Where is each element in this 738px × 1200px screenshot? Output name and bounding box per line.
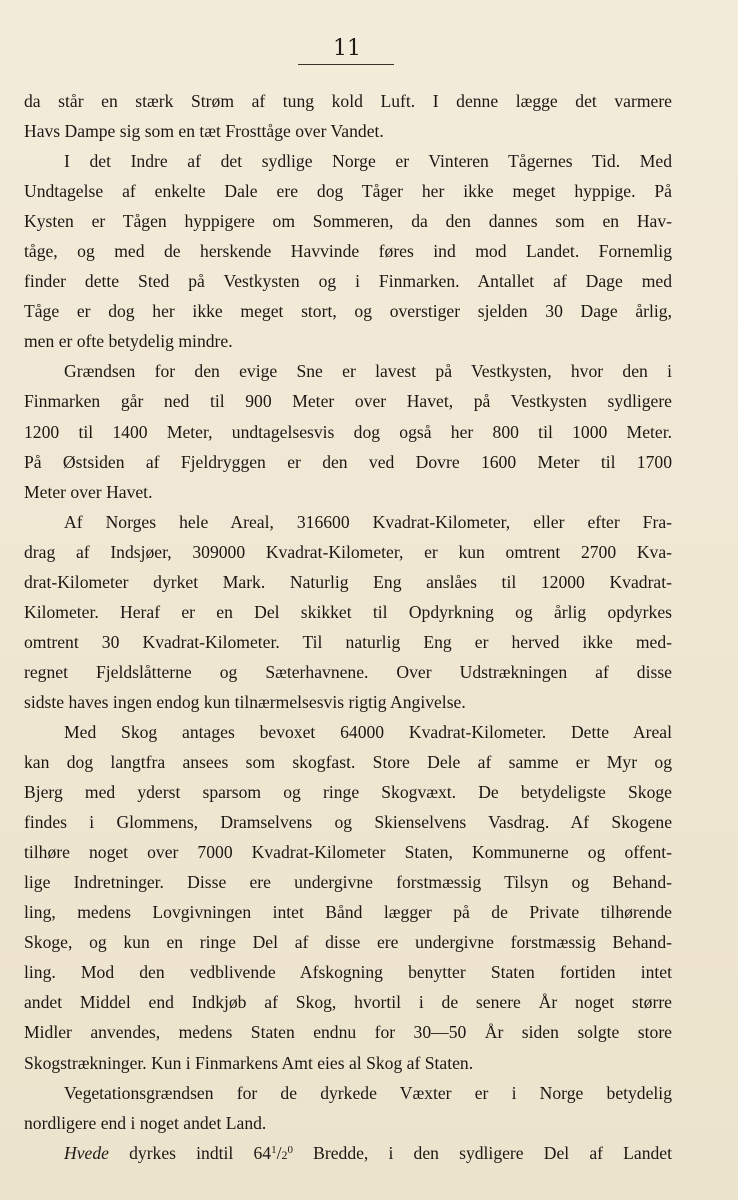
- text-line: Grændsen for den evige Sne er lavest på Vestkysten, hvor den i: [64, 361, 672, 382]
- fraction-slash: /: [276, 1142, 282, 1163]
- text-line: Af Norges hele Areal, 316600 Kvadrat-Kilometer, eller efter Fra-: [64, 511, 672, 532]
- page-number-rule: [298, 64, 394, 65]
- italic-word: Hvede: [64, 1142, 109, 1163]
- text-line: sidste haves ingen endog kun tilnærmelsesvis rigtig Angivelse.: [24, 691, 466, 712]
- text-line: tåge, og med de herskende Havvinde føres ind mod Landet. Fornemlig: [24, 241, 672, 262]
- text-line: ling, medens Lovgivningen intet Bånd lægger på de Private tilhørende: [24, 902, 672, 923]
- text-line: drag af Indsjøer, 309000 Kvadrat-Kilometer, er kun omtrent 2700 Kva-: [24, 541, 672, 562]
- text-line: Finmarken går ned til 900 Meter over Havet, på Vestkysten sydligere: [24, 391, 672, 412]
- text-line: Skoge, og kun en ringe Del af disse ere undergivne forstmæssig Behand-: [24, 932, 672, 953]
- text-line: lige Indretninger. Disse ere undergivne forstmæssig Tilsyn og Behand-: [24, 872, 672, 893]
- text-line: regnet Fjeldslåtterne og Sæterhavnene. Over Udstrækningen af disse: [24, 661, 672, 682]
- text-line: andet Middel end Indkjøb af Skog, hvortil i de senere År noget større: [24, 992, 672, 1013]
- text-line: Med Skog antages bevoxet 64000 Kvadrat-Kilometer. Dette Areal: [64, 721, 672, 742]
- text-line: kan dog langtfra ansees som skogfast. Store Dele af samme er Myr og: [24, 752, 672, 773]
- text-line: ling. Mod den vedblivende Afskogning benytter Staten fortiden intet: [24, 962, 672, 983]
- text-line: Midler anvendes, medens Staten endnu for 30—50 År siden solgte store: [24, 1022, 672, 1043]
- page-number: 11: [333, 36, 361, 61]
- text-line-final: [24, 1138, 672, 1168]
- text-line: Havs Dampe sig som en tæt Frosttåge over Vandet.: [24, 121, 384, 142]
- body-text: [24, 86, 672, 1168]
- text-line: Meter over Havet.: [24, 481, 153, 502]
- fraction-denominator: 2: [281, 1147, 288, 1162]
- text-line: Kysten er Tågen hyppigere om Sommeren, da den dannes som en Hav-: [24, 211, 672, 232]
- text-line: tilhøre noget over 7000 Kvadrat-Kilometer Staten, Kommunerne og offent-: [24, 842, 672, 863]
- degree-mark: 0: [287, 1143, 293, 1156]
- final-line-before: dyrkes indtil 64: [108, 1142, 272, 1163]
- text-line: men er ofte betydelig mindre.: [24, 331, 233, 352]
- text-line: Tåge er dog her ikke meget stort, og overstiger sjelden 30 Dage årlig,: [24, 301, 672, 322]
- text-line: finder dette Sted på Vestkysten og i Finmarken. Antallet af Dage med: [24, 271, 672, 292]
- text-line: Bjerg med yderst sparsom og ringe Skogvæxt. De betydeligste Skoge: [24, 782, 672, 803]
- text-line: nordligere end i noget andet Land.: [24, 1112, 267, 1133]
- text-line: Vegetationsgrændsen for de dyrkede Væxter er i Norge betydelig: [64, 1082, 672, 1103]
- final-line-after: Bredde, i den sydligere Del af Landet: [292, 1142, 672, 1163]
- text-line: I det Indre af det sydlige Norge er Vinteren Tågernes Tid. Med: [64, 151, 672, 172]
- text-line: Kilometer. Heraf er en Del skikket til Opdyrkning og årlig opdyrkes: [24, 601, 672, 622]
- text-line: drat-Kilometer dyrket Mark. Naturlig Eng anslåes til 12000 Kvadrat-: [24, 571, 672, 592]
- text-line: da står en stærk Strøm af tung kold Luft. I denne lægge det varmere: [24, 91, 672, 111]
- text-line: findes i Glommens, Dramselvens og Skienselvens Vasdrag. Af Skogene: [24, 812, 672, 833]
- text-line: omtrent 30 Kvadrat-Kilometer. Til naturlig Eng er herved ikke med-: [24, 631, 672, 652]
- text-line: 1200 til 1400 Meter, undtagelsesvis dog også her 800 til 1000 Meter.: [24, 421, 672, 442]
- fraction-numerator: 1: [271, 1143, 277, 1156]
- text-line: På Østsiden af Fjeldryggen er den ved Dovre 1600 Meter til 1700: [24, 451, 672, 472]
- text-line: Undtagelse af enkelte Dale ere dog Tåger her ikke meget hyppige. På: [24, 181, 672, 202]
- text-line: Skogstrækninger. Kun i Finmarkens Amt eies al Skog af Staten.: [24, 1052, 474, 1073]
